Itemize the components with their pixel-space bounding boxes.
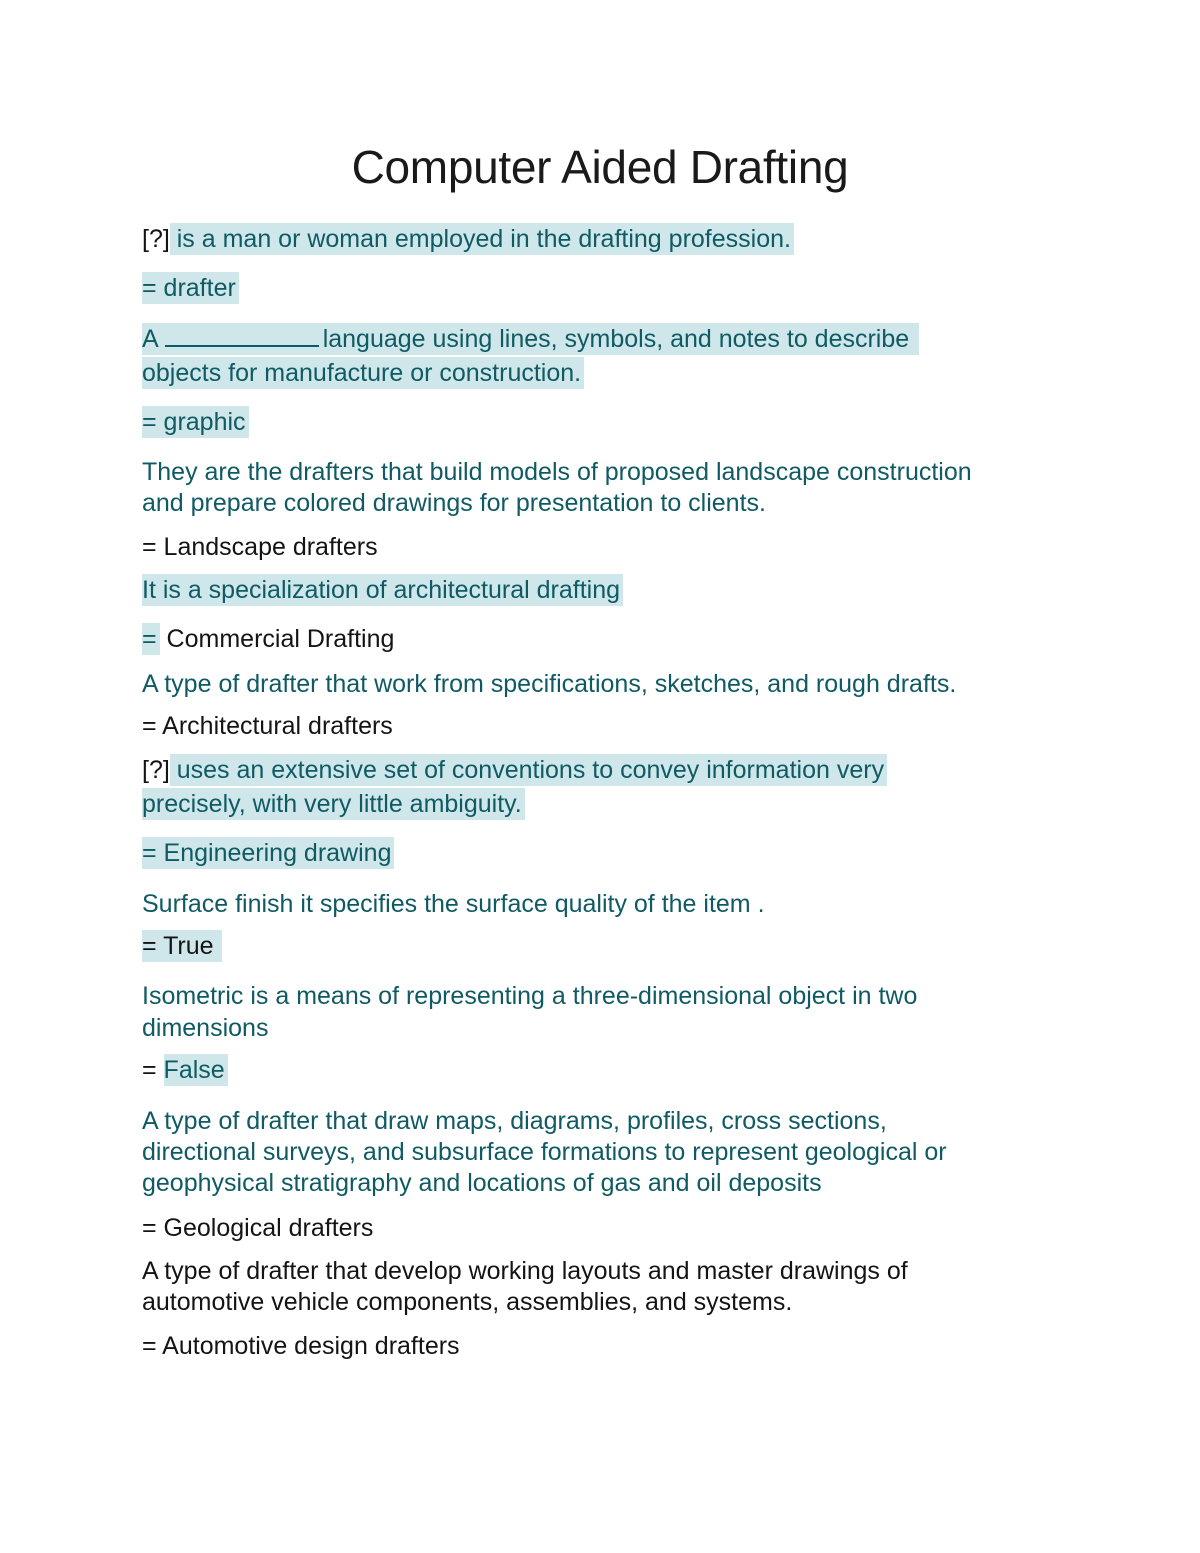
question-6-line-1-text: uses an extensive set of conventions to convey information very xyxy=(170,754,887,786)
answer-1-text: = drafter xyxy=(142,272,239,304)
question-6-line-2-text: precisely, with very little ambiguity. xyxy=(142,788,525,820)
question-3-line-1: They are the drafters that build models of proposed landscape construction xyxy=(142,458,972,486)
answer-7-text: = True xyxy=(142,930,222,962)
answer-6-text: = Engineering drawing xyxy=(142,837,394,869)
question-2-line-1-end: language using lines, symbols, and notes to describe xyxy=(322,325,910,353)
question-4-text: It is a specialization of architectural drafting xyxy=(142,574,623,606)
question-10-line-2: automotive vehicle components, assemblies, and systems. xyxy=(142,1288,793,1316)
question-2-line-1 xyxy=(142,323,919,355)
answer-10: = Automotive design drafters xyxy=(142,1332,460,1360)
answer-8-equals: = xyxy=(142,1056,164,1084)
question-2-article: A xyxy=(142,325,159,353)
question-6-line-2 xyxy=(142,789,525,820)
question-5: A type of drafter that work from specifications, sketches, and rough drafts. xyxy=(142,670,957,698)
question-6-line-1 xyxy=(142,755,887,786)
question-7: Surface finish it specifies the surface quality of the item . xyxy=(142,890,765,918)
question-2-start xyxy=(142,323,919,355)
question-9-line-1: A type of drafter that draw maps, diagrams, profiles, cross sections, xyxy=(142,1107,887,1135)
question-9-line-2: directional surveys, and subsurface formations to represent geological or xyxy=(142,1138,947,1166)
question-2-line-2-text: objects for manufacture or construction. xyxy=(142,357,584,389)
answer-6 xyxy=(142,838,394,869)
question-2-line-2 xyxy=(142,358,584,389)
answer-4-equals: = xyxy=(142,623,160,655)
answer-9: = Geological drafters xyxy=(142,1214,374,1242)
answer-1 xyxy=(142,273,239,304)
fill-in-blank xyxy=(165,323,319,347)
answer-8 xyxy=(142,1055,228,1086)
question-6-prefix: [?] xyxy=(142,756,170,784)
question-1-prefix: [?] xyxy=(142,225,170,253)
answer-5: = Architectural drafters xyxy=(142,712,393,740)
question-8-line-2: dimensions xyxy=(142,1014,269,1042)
answer-2-text: = graphic xyxy=(142,406,249,438)
question-9-line-3: geophysical stratigraphy and locations of gas and oil deposits xyxy=(142,1169,822,1197)
answer-4-text: Commercial Drafting xyxy=(159,625,395,653)
question-3-line-2: and prepare colored drawings for presentation to clients. xyxy=(142,489,766,517)
question-8-line-1: Isometric is a means of representing a three-dimensional object in two xyxy=(142,982,918,1010)
question-1 xyxy=(142,224,794,255)
page-title: Computer Aided Drafting xyxy=(351,141,849,193)
answer-7 xyxy=(142,931,222,962)
answer-4 xyxy=(142,624,394,655)
answer-2 xyxy=(142,407,249,438)
question-10-line-1: A type of drafter that develop working layouts and master drawings of xyxy=(142,1257,908,1285)
question-1-text: is a man or woman employed in the drafting profession. xyxy=(170,223,794,255)
answer-8-text: False xyxy=(164,1054,228,1086)
question-4 xyxy=(142,575,623,606)
answer-3: = Landscape drafters xyxy=(142,533,378,561)
